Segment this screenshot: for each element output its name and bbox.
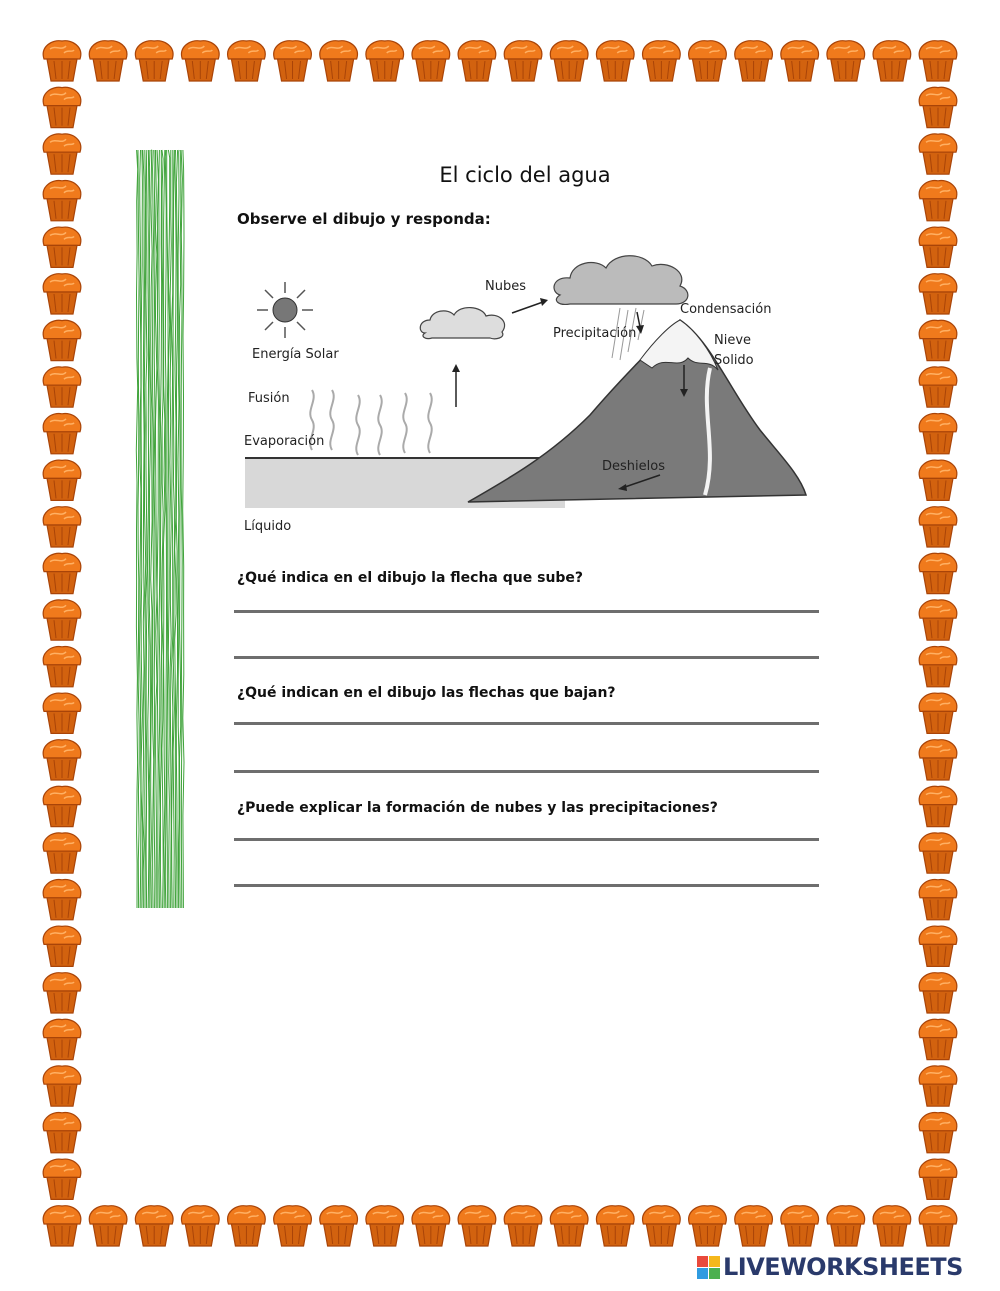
muffin-icon [919, 786, 957, 826]
muffin-icon [504, 41, 542, 81]
muffin-icon [827, 41, 865, 81]
muffin-icon [43, 926, 81, 966]
grass-blade [154, 150, 155, 908]
label-liquido: Líquido [244, 519, 292, 534]
grass-blade [183, 150, 184, 908]
muffin-icon [919, 740, 957, 780]
answer-line-3a[interactable] [234, 838, 819, 841]
grass-blade [148, 150, 149, 908]
grass-blade [175, 150, 176, 908]
answer-line-2b[interactable] [234, 770, 819, 773]
muffin-icon [919, 973, 957, 1013]
muffin-icon [43, 693, 81, 733]
brand-text: LIVEWORKSHEETS [723, 1253, 963, 1281]
muffin-icon [919, 41, 957, 81]
label-deshielos: Deshielos [602, 459, 665, 474]
grass-blade [173, 150, 174, 908]
muffin-icon [919, 1206, 957, 1246]
muffin-icon [228, 1206, 266, 1246]
muffin-icon [643, 41, 681, 81]
label-precipitacion: Precipitación [553, 326, 637, 341]
small-cloud-icon [420, 308, 504, 339]
muffin-icon [919, 507, 957, 547]
muffin-icon [182, 41, 220, 81]
muffin-icon [43, 320, 81, 360]
grass-blade [160, 150, 161, 908]
muffin-icon [43, 1206, 81, 1246]
muffin-icon [643, 1206, 681, 1246]
muffin-icon [320, 41, 358, 81]
grass-blade [181, 150, 182, 908]
muffin-icon [43, 1159, 81, 1199]
liveworksheets-logo-icon [697, 1256, 720, 1279]
muffin-icon [320, 1206, 358, 1246]
muffin-icon [43, 413, 81, 453]
muffin-icon [43, 833, 81, 873]
grass-blade [178, 150, 179, 908]
muffin-icon [919, 413, 957, 453]
muffin-icon [43, 507, 81, 547]
muffin-icon [43, 553, 81, 593]
muffin-icon [919, 320, 957, 360]
muffin-icon [412, 41, 450, 81]
muffin-icon [43, 646, 81, 686]
muffin-icon [919, 600, 957, 640]
page-title: El ciclo del agua [439, 163, 611, 187]
muffin-icon [43, 600, 81, 640]
muffin-icon [596, 41, 634, 81]
label-condensacion: Condensación [680, 302, 772, 317]
grass-blade [165, 150, 166, 908]
large-cloud-icon [554, 256, 688, 305]
muffin-icon [43, 740, 81, 780]
grass-blade [172, 150, 173, 908]
answer-line-2a[interactable] [234, 722, 819, 725]
grass-blade [141, 150, 142, 908]
muffin-icon [366, 41, 404, 81]
muffin-icon [43, 786, 81, 826]
muffin-icon [228, 41, 266, 81]
muffin-icon [689, 1206, 727, 1246]
label-solido: Solido [714, 353, 754, 368]
muffin-icon [596, 1206, 634, 1246]
muffin-icon [135, 41, 173, 81]
question-1: ¿Qué indica en el dibujo la flecha que sube? [237, 570, 584, 586]
instruction-text: Observe el dibujo y responda: [237, 210, 491, 228]
muffin-icon [919, 926, 957, 966]
muffin-icon [919, 833, 957, 873]
muffin-icon [919, 87, 957, 127]
muffin-icon [458, 41, 496, 81]
grass-blade [164, 150, 165, 908]
label-nubes: Nubes [485, 279, 526, 294]
answer-line-1b[interactable] [234, 656, 819, 659]
grass-blade [156, 150, 157, 908]
muffin-icon [873, 1206, 911, 1246]
muffin-icon [43, 973, 81, 1013]
muffin-icon [43, 227, 81, 267]
grass-blade [146, 150, 147, 908]
muffin-icon [43, 1019, 81, 1059]
water-cycle-diagram [240, 240, 815, 540]
muffin-icon [919, 1019, 957, 1059]
question-3: ¿Puede explicar la formación de nubes y las precipitaciones? [237, 800, 718, 816]
muffin-icon [919, 553, 957, 593]
muffin-icon [550, 1206, 588, 1246]
label-nieve: Nieve [714, 333, 752, 348]
muffin-icon [919, 646, 957, 686]
muffin-icon [919, 274, 957, 314]
answer-line-3b[interactable] [234, 884, 819, 887]
muffin-icon [735, 41, 773, 81]
sun-icon [257, 282, 313, 338]
muffin-icon [689, 41, 727, 81]
muffin-icon [274, 41, 312, 81]
muffin-icon [43, 460, 81, 500]
muffin-icon [919, 367, 957, 407]
muffin-icon [458, 1206, 496, 1246]
muffin-icon [873, 41, 911, 81]
grass-blade [136, 150, 137, 908]
muffin-icon [550, 41, 588, 81]
label-energia-solar: Energía Solar [252, 347, 339, 362]
answer-line-1a[interactable] [234, 610, 819, 613]
grass-strip-decoration [135, 145, 187, 910]
muffin-icon [89, 1206, 127, 1246]
grass-blade [159, 150, 160, 908]
muffin-icon [43, 274, 81, 314]
muffin-icon [43, 367, 81, 407]
grass-blade [162, 150, 163, 908]
grass-blade [167, 150, 168, 908]
grass-blade [180, 150, 181, 908]
muffin-icon [735, 1206, 773, 1246]
liveworksheets-footer [697, 1253, 963, 1281]
grass-blade [168, 150, 169, 908]
muffin-icon [781, 41, 819, 81]
muffin-icon [781, 1206, 819, 1246]
muffin-icon [366, 1206, 404, 1246]
grass-blade [157, 150, 158, 908]
muffin-icon [135, 1206, 173, 1246]
muffin-icon [412, 1206, 450, 1246]
muffin-icon [919, 1159, 957, 1199]
muffin-icon [919, 227, 957, 267]
grass-blade [170, 150, 171, 908]
muffin-icon [919, 693, 957, 733]
muffin-icon [919, 1066, 957, 1106]
muffin-icon [43, 1112, 81, 1152]
muffin-icon [919, 1112, 957, 1152]
muffin-icon [43, 87, 81, 127]
grass-blade [138, 150, 139, 908]
muffin-icon [43, 41, 81, 81]
label-fusion: Fusión [248, 391, 290, 406]
muffin-icon [89, 41, 127, 81]
muffin-icon [182, 1206, 220, 1246]
muffin-icon [827, 1206, 865, 1246]
grass-blade [140, 150, 141, 908]
label-evaporacion: Evaporación [244, 434, 325, 449]
grass-blade [151, 150, 152, 908]
muffin-icon [43, 879, 81, 919]
question-2: ¿Qué indican en el dibujo las flechas que bajan? [237, 685, 616, 701]
grass-blade [143, 150, 144, 908]
muffin-icon [919, 460, 957, 500]
muffin-icon [504, 1206, 542, 1246]
grass-blade [153, 150, 154, 908]
muffin-icon [43, 1066, 81, 1106]
muffin-icon [274, 1206, 312, 1246]
muffin-icon [919, 879, 957, 919]
